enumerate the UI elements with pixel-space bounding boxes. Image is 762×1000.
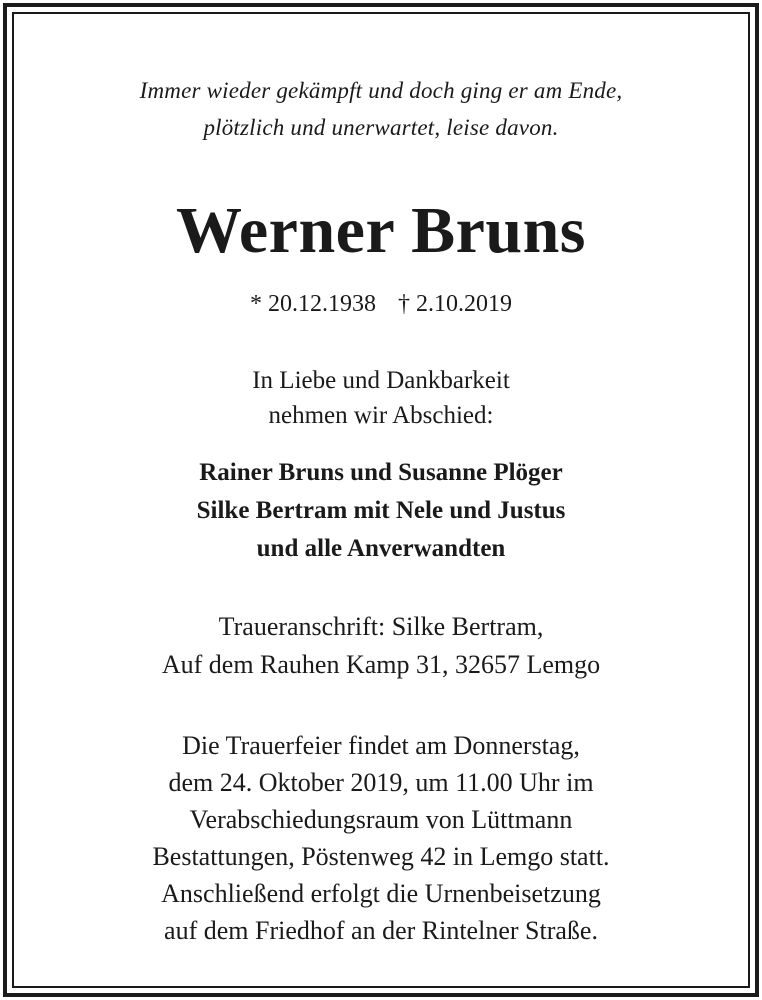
mourner-line: und alle Anverwandten — [256, 535, 506, 562]
mourners-list — [20, 454, 742, 568]
motto-line: plötzlich und unerwartet, leise davon. — [203, 115, 559, 140]
ceremony-line: Bestattungen, Pöstenweg 42 in Lemgo statt. — [152, 842, 610, 871]
motto-quote — [20, 72, 742, 146]
mourner-line: Rainer Bruns und Susanne Plöger — [199, 459, 563, 486]
ceremony-line: auf dem Friedhof an der Rintelner Straße. — [164, 916, 598, 945]
life-dates — [20, 286, 742, 322]
farewell-line: nehmen wir Abschied: — [268, 402, 494, 429]
address-line: Traueranschrift: Silke Bertram, — [218, 612, 544, 641]
mourner-line: Silke Bertram mit Nele und Justus — [196, 497, 566, 524]
ceremony-line: Die Trauerfeier findet am Donnerstag, — [182, 731, 580, 760]
address-line: Auf dem Rauhen Kamp 31, 32657 Lemgo — [161, 650, 601, 679]
farewell-line: In Liebe und Dankbarkeit — [252, 367, 510, 394]
motto-line: Immer wieder gekämpft und doch ging er am Ende, — [139, 78, 623, 103]
ceremony-line: Verabschiedungsraum von Lüttmann — [189, 805, 573, 834]
ceremony-line: Anschließend erfolgt die Urnenbeisetzung — [161, 879, 601, 908]
mourning-address — [20, 608, 742, 684]
deceased-name: Werner Bruns — [176, 194, 586, 267]
birth-date: * 20.12.1938 — [250, 291, 376, 317]
ceremony-details — [20, 727, 742, 949]
ceremony-line: dem 24. Oktober 2019, um 11.00 Uhr im — [168, 768, 594, 797]
death-date: † 2.10.2019 — [398, 291, 512, 317]
farewell-text — [20, 363, 742, 433]
